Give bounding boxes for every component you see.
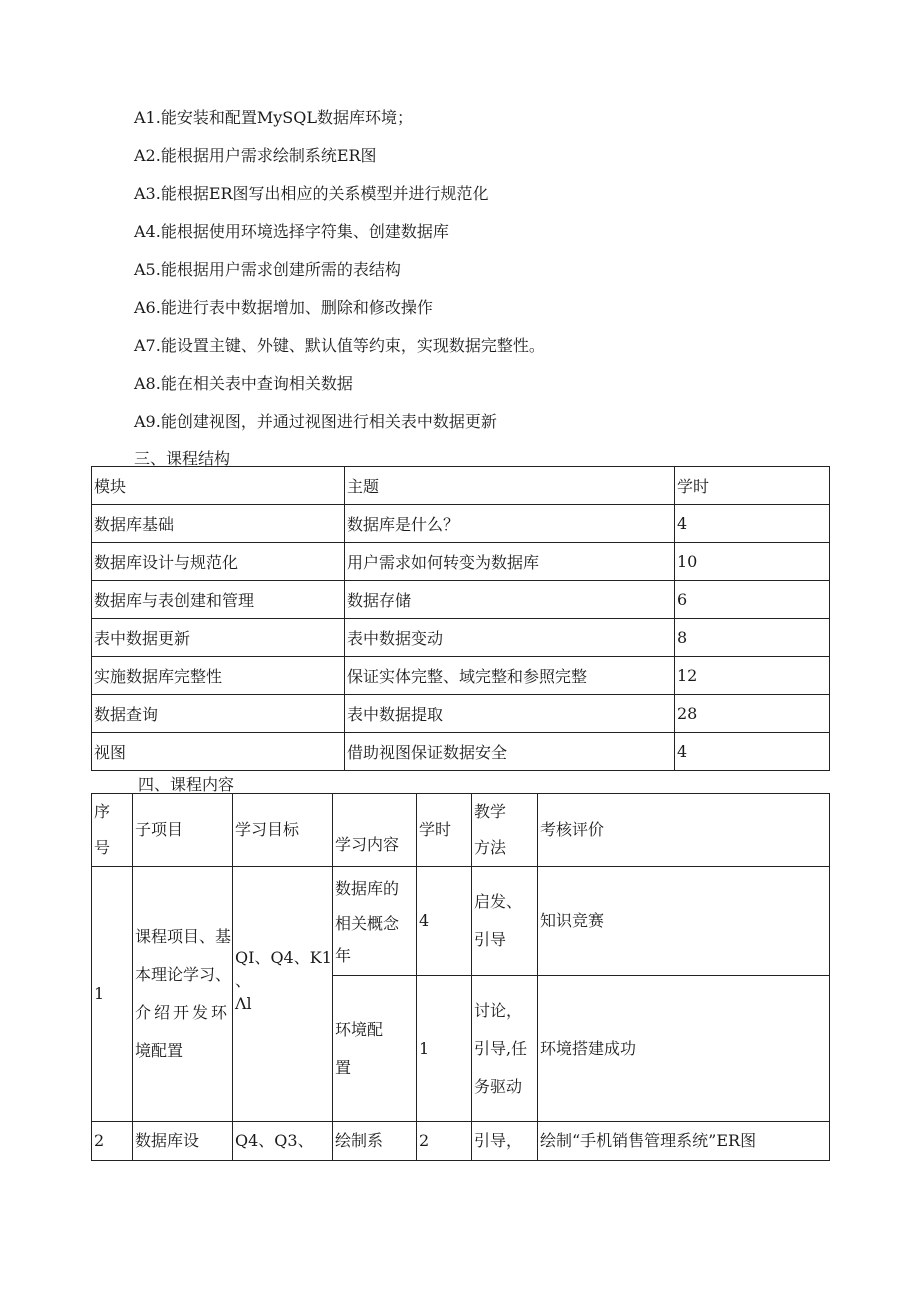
content-line: 数据库的 <box>335 879 400 898</box>
header-method <box>472 794 538 867</box>
cell-eval: 绘制“手机销售管理系统”ER图 <box>538 1122 830 1161</box>
cell-hours: 6 <box>675 581 830 619</box>
table-row <box>92 657 830 695</box>
table-header-row <box>92 467 830 505</box>
cell-topic: 借助视图保证数据安全 <box>345 733 675 771</box>
goal-line: Λl <box>235 994 252 1013</box>
cell-content <box>333 867 417 976</box>
header-topic: 主题 <box>345 467 675 505</box>
subproject-line: 介绍开发环 <box>135 1003 231 1022</box>
cell-topic: 用户需求如何转变为数据库 <box>345 543 675 581</box>
objective-a4: A4.能根据使用环境选择字符集、创建数据库 <box>134 222 449 241</box>
subproject-line: 境配置 <box>135 1041 184 1060</box>
cell-topic: 表中数据变动 <box>345 619 675 657</box>
objective-a8: A8.能在相关表中查询相关数据 <box>134 374 353 393</box>
table-row <box>92 1122 830 1161</box>
cell-goal: Q4、Q3、 <box>233 1122 333 1161</box>
header-method-line2: 方法 <box>474 838 507 857</box>
section-title-course-structure: 三、课程结构 <box>134 449 231 468</box>
objective-a9: A9.能创建视图，并通过视图进行相关表中数据更新 <box>134 412 497 431</box>
cell-hours: 12 <box>675 657 830 695</box>
cell-method: 引导， <box>472 1122 538 1161</box>
cell-eval: 环境搭建成功 <box>538 976 830 1122</box>
content-line: 年 <box>335 946 352 965</box>
header-seq-line2: 号 <box>94 838 111 857</box>
cell-method <box>472 867 538 976</box>
cell-seq: 2 <box>92 1122 133 1161</box>
method-line: 引导 <box>474 930 507 949</box>
cell-topic: 保证实体完整、域完整和参照完整 <box>345 657 675 695</box>
cell-topic: 数据存储 <box>345 581 675 619</box>
method-line: 启发、 <box>474 892 523 911</box>
table-row <box>92 867 830 976</box>
goal-line: QI、Q4、K1 <box>235 948 332 967</box>
table-row <box>92 733 830 771</box>
cell-hours: 4 <box>675 505 830 543</box>
table-row <box>92 543 830 581</box>
course-content-table <box>91 793 830 1161</box>
cell-method <box>472 976 538 1122</box>
cell-seq: 1 <box>92 867 133 1122</box>
objective-a3: A3.能根据ER图写出相应的关系模型并进行规范化 <box>134 184 489 203</box>
header-seq <box>92 794 133 867</box>
cell-goal <box>233 867 333 1122</box>
cell-topic: 数据库是什么？ <box>345 505 675 543</box>
cell-module: 数据查询 <box>92 695 345 733</box>
cell-hours: 8 <box>675 619 830 657</box>
header-hours: 学时 <box>675 467 830 505</box>
cell-module: 视图 <box>92 733 345 771</box>
cell-module: 数据库设计与规范化 <box>92 543 345 581</box>
objective-a2: A2.能根据用户需求绘制系统ER图 <box>134 146 377 165</box>
cell-hours: 28 <box>675 695 830 733</box>
method-line: 讨论， <box>474 1000 523 1020</box>
cell-topic: 表中数据提取 <box>345 695 675 733</box>
cell-module: 数据库基础 <box>92 505 345 543</box>
objective-a6: A6.能进行表中数据增加、删除和修改操作 <box>134 298 433 317</box>
cell-hours: 1 <box>417 976 472 1122</box>
content-line: 相关概念 <box>335 914 400 933</box>
header-content: 学习内容 <box>333 794 417 867</box>
cell-module: 实施数据库完整性 <box>92 657 345 695</box>
header-module: 模块 <box>92 467 345 505</box>
cell-module: 数据库与表创建和管理 <box>92 581 345 619</box>
cell-eval: 知识竞赛 <box>538 867 830 976</box>
course-structure-table <box>91 466 830 771</box>
cell-hours: 4 <box>675 733 830 771</box>
cell-module: 表中数据更新 <box>92 619 345 657</box>
objective-a1: A1.能安装和配置MySQL数据库环境； <box>134 108 413 127</box>
goal-line: 、 <box>235 971 252 990</box>
header-goal: 学习目标 <box>233 794 333 867</box>
cell-content: 绘制系 <box>333 1122 417 1161</box>
cell-subproject <box>133 867 233 1122</box>
table-row <box>92 505 830 543</box>
table-header-row <box>92 794 830 867</box>
cell-hours: 2 <box>417 1122 472 1161</box>
table-row <box>92 619 830 657</box>
header-seq-line1: 序 <box>94 802 111 821</box>
subproject-line: 课程项目、基 <box>135 927 232 946</box>
cell-content <box>333 976 417 1122</box>
section-title-course-content: 四、课程内容 <box>138 775 235 794</box>
cell-hours: 4 <box>417 867 472 976</box>
content-line: 置 <box>335 1057 352 1077</box>
objective-a5: A5.能根据用户需求创建所需的表结构 <box>134 260 401 279</box>
subproject-line: 本理论学习、 <box>135 965 232 984</box>
header-method-line1: 教学 <box>474 802 507 821</box>
header-eval: 考核评价 <box>538 794 830 867</box>
table-row <box>92 695 830 733</box>
content-line: 环境配 <box>335 1019 384 1039</box>
cell-subproject: 数据库设 <box>133 1122 233 1161</box>
header-hours: 学时 <box>417 794 472 867</box>
objective-a7: A7.能设置主键、外键、默认值等约束，实现数据完整性。 <box>134 336 545 355</box>
header-subproject: 子项目 <box>133 794 233 867</box>
table-row <box>92 581 830 619</box>
method-line: 务驱动 <box>474 1076 523 1096</box>
cell-hours: 10 <box>675 543 830 581</box>
method-line: 引导,任 <box>474 1038 528 1058</box>
